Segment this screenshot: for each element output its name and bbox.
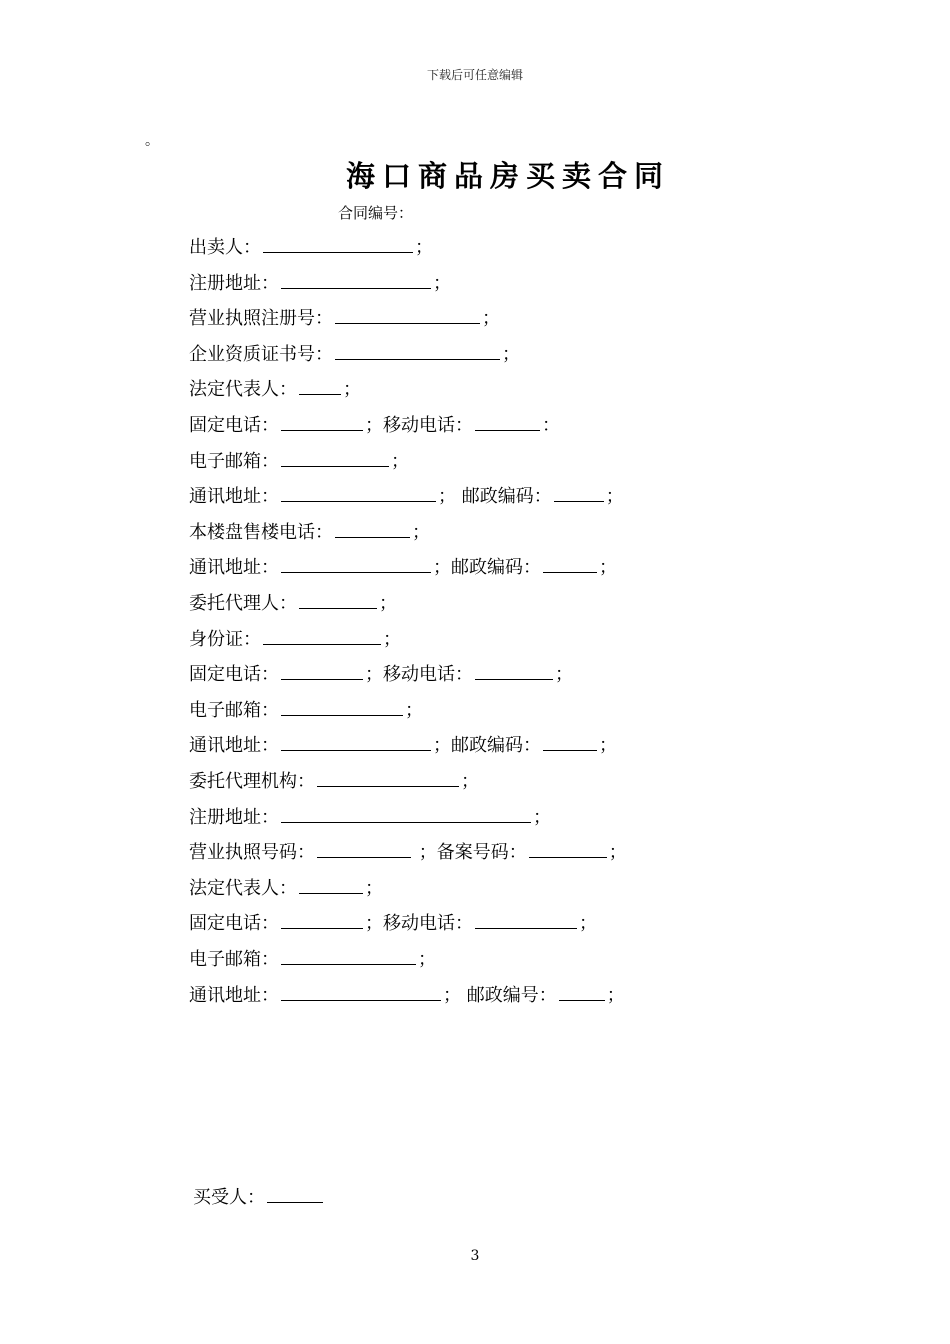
field-label: ；备案号码： <box>413 842 527 864</box>
fill-in-blank[interactable] <box>281 906 363 929</box>
field-label: ； <box>599 557 617 579</box>
fill-in-blank[interactable] <box>475 657 553 680</box>
field-label: ； <box>555 664 573 686</box>
fill-in-blank[interactable] <box>281 942 416 965</box>
field-label: ； <box>461 771 479 792</box>
form-row <box>189 266 451 298</box>
fill-in-blank[interactable] <box>543 550 597 573</box>
field-label: ： <box>542 415 560 436</box>
fill-in-blank[interactable] <box>299 372 341 395</box>
field-label: ； 邮政编码： <box>438 486 552 508</box>
fill-in-blank[interactable] <box>335 337 500 360</box>
field-label: 注册地址： <box>189 272 279 294</box>
field-label: ； <box>379 593 397 614</box>
field-label: 固定电话： <box>189 415 279 436</box>
stray-mark: 。 <box>145 133 159 149</box>
field-label: ； <box>383 628 401 650</box>
field-label: 身份证： <box>189 628 261 650</box>
form-row <box>189 586 397 618</box>
fill-in-blank[interactable] <box>281 657 363 680</box>
fill-in-blank[interactable] <box>281 408 363 431</box>
fill-in-blank[interactable] <box>281 266 431 289</box>
field-label: ；移动电话： <box>365 913 473 935</box>
form-row <box>189 515 430 547</box>
field-label: 注册地址： <box>189 806 279 828</box>
form-row <box>189 408 560 440</box>
field-label: 通讯地址： <box>189 735 279 757</box>
form-row <box>189 657 573 689</box>
buyer-blank[interactable] <box>267 1180 323 1203</box>
field-label: ；移动电话： <box>365 415 473 436</box>
form-row <box>189 764 479 796</box>
form-row <box>189 693 423 725</box>
form-row <box>189 479 624 511</box>
form-row <box>189 550 617 582</box>
field-label: ； <box>605 486 624 508</box>
form-row <box>189 622 401 654</box>
field-label: ； <box>391 450 409 472</box>
field-label: ； <box>608 842 627 864</box>
field-label: 企业资质证书号： <box>189 343 333 365</box>
fill-in-blank[interactable] <box>543 728 597 751</box>
field-label: ； 邮政编号： <box>443 984 557 1006</box>
fill-in-blank[interactable] <box>299 586 377 609</box>
field-label: 固定电话： <box>189 664 279 686</box>
field-label: ； <box>606 984 625 1006</box>
buyer-label: 买受人： <box>193 1187 265 1208</box>
field-label: ； <box>405 699 423 721</box>
field-label: ； <box>415 237 433 258</box>
field-label: ； <box>599 735 617 757</box>
form-row <box>189 337 520 369</box>
field-label: ； <box>412 521 430 543</box>
fill-in-blank[interactable] <box>263 230 413 253</box>
fill-in-blank[interactable] <box>529 835 607 858</box>
field-label: 法定代表人： <box>189 877 297 899</box>
contract-number-label: 合同编号： <box>338 204 414 222</box>
fill-in-blank[interactable] <box>281 550 431 573</box>
field-label: 营业执照注册号： <box>189 308 333 330</box>
field-label: 委托代理人： <box>189 593 297 614</box>
form-row <box>189 728 617 760</box>
fill-in-blank[interactable] <box>475 906 577 929</box>
fill-in-blank[interactable] <box>335 301 480 324</box>
form-row <box>189 230 433 262</box>
field-label: 固定电话： <box>189 913 279 935</box>
fill-in-blank[interactable] <box>475 408 540 431</box>
fill-in-blank[interactable] <box>335 515 410 538</box>
form-row <box>189 942 436 974</box>
field-label: ； <box>433 272 451 294</box>
field-label: ； <box>533 806 551 828</box>
field-label: 通讯地址： <box>189 486 279 508</box>
field-label: ； <box>365 877 383 899</box>
field-label: 出卖人： <box>189 237 261 258</box>
field-label: 通讯地址： <box>189 557 279 579</box>
fill-in-blank[interactable] <box>281 978 441 1001</box>
fill-in-blank[interactable] <box>281 693 403 716</box>
field-label: 法定代表人： <box>189 379 297 401</box>
fill-in-blank[interactable] <box>317 764 459 787</box>
fill-in-blank[interactable] <box>281 728 431 751</box>
field-label: 通讯地址： <box>189 984 279 1006</box>
form-row <box>189 444 409 476</box>
field-label: ； <box>579 913 597 935</box>
fill-in-blank[interactable] <box>263 622 381 645</box>
field-label: 电子邮箱： <box>189 699 279 721</box>
fill-in-blank[interactable] <box>559 978 605 1001</box>
form-row <box>189 835 627 867</box>
document-title: 海口商品房买卖合同 <box>345 159 670 193</box>
fill-in-blank[interactable] <box>281 800 531 823</box>
buyer-line <box>193 1180 325 1209</box>
fill-in-blank[interactable] <box>299 871 363 894</box>
field-label: 电子邮箱： <box>189 949 279 970</box>
form-row <box>189 978 625 1010</box>
form-row <box>189 372 361 404</box>
field-label: ； <box>418 949 436 970</box>
field-label: ； <box>502 343 520 365</box>
fill-in-blank[interactable] <box>281 444 389 467</box>
page-header: 下载后可任意编辑 <box>426 68 523 82</box>
field-label: ； <box>343 379 361 401</box>
form-row <box>189 906 597 938</box>
fill-in-blank[interactable] <box>317 835 411 858</box>
fill-in-blank[interactable] <box>554 479 604 502</box>
field-label: ； <box>482 308 500 330</box>
field-label: 委托代理机构： <box>189 771 315 792</box>
form-row <box>189 800 551 832</box>
form-row <box>189 301 500 333</box>
field-label: 电子邮箱： <box>189 450 279 472</box>
fill-in-blank[interactable] <box>281 479 436 502</box>
form-row <box>189 871 383 903</box>
field-label: ；移动电话： <box>365 664 473 686</box>
field-label: ；邮政编码： <box>433 735 541 757</box>
field-label: 本楼盘售楼电话： <box>189 521 333 543</box>
page-number: 3 <box>470 1248 480 1264</box>
field-label: ；邮政编码： <box>433 557 541 579</box>
field-label: 营业执照号码： <box>189 842 315 864</box>
